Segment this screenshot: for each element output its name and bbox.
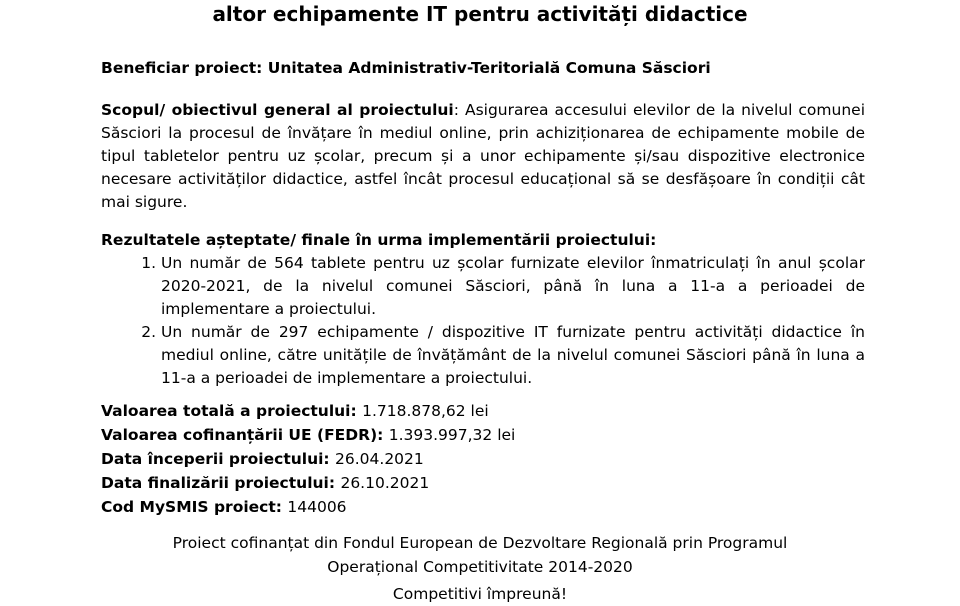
beneficiary-label: Beneficiar proiect: <box>101 59 268 77</box>
objective-label: Scopul/ obiectivul general al proiectului <box>101 101 454 119</box>
fact-label: Valoarea totală a proiectului: <box>101 402 363 420</box>
fact-total-value <box>101 399 865 423</box>
fact-value: 144006 <box>287 498 347 516</box>
fact-start-date <box>101 447 865 471</box>
cofinancing-note <box>0 531 960 579</box>
fact-mysmis-code <box>101 495 865 519</box>
fact-value: 26.10.2021 <box>340 474 430 492</box>
result-item-2: 2. Un număr de 297 echipamente / dispozitive IT furnizate pentru activități didactice în mediul online, către unitățile de învățământ de la nivelul comunei Săsciori până în luna a 11-a a perioadei de implementare a proiectului. <box>161 321 865 390</box>
fact-end-date <box>101 471 865 495</box>
fact-value: 1.393.997,32 lei <box>388 426 516 444</box>
objective-paragraph <box>101 99 865 214</box>
fact-label: Data finalizării proiectului: <box>101 474 341 492</box>
fact-value: 1.718.878,62 lei <box>362 402 489 420</box>
objective-text: : Asigurarea accesului elevilor de la nivelul comunei Săsciori la procesul de învățare în mediul online, prin achiziționarea de echipamente mobile de tipul tabletelor pentru uz școlar, precum și a unor echipamente și/sau dispozitive electronice necesare activităților didactice, astfel încât procesul educațional să se desfășoare în condiții cât mai sigure. <box>101 101 865 211</box>
beneficiary-value: Unitatea Administrativ-Teritorială Comuna Săsciori <box>267 59 711 77</box>
beneficiary-line <box>101 57 865 80</box>
fact-label: Data începerii proiectului: <box>101 450 336 468</box>
result-item-1: 1. Un număr de 564 tablete pentru uz școlar furnizate elevilor înmatriculați în anul școlar 2020-2021, de la nivelul comunei Săsciori, până în luna a 11-a a perioadei de implementare a proiectului. <box>161 252 865 321</box>
cofinancing-line-1: Proiect cofinanțat din Fondul European de Dezvoltare Regională prin Programul <box>172 534 788 552</box>
fact-value: 26.04.2021 <box>335 450 424 468</box>
cofinancing-line-2: Operațional Competitivitate 2014-2020 <box>327 558 633 576</box>
slogan: Competitivi împreună! <box>392 585 568 603</box>
results-list <box>101 252 865 390</box>
fact-eu-cofinancing <box>101 423 865 447</box>
fact-label: Valoarea cofinanțării UE (FEDR): <box>101 426 389 444</box>
results-heading: Rezultatele așteptate/ finale în urma implementării proiectului: <box>101 231 657 249</box>
fact-label: Cod MySMIS proiect: <box>101 498 288 516</box>
project-facts <box>101 399 865 519</box>
project-title: altor echipamente IT pentru activități didactice <box>212 2 748 26</box>
